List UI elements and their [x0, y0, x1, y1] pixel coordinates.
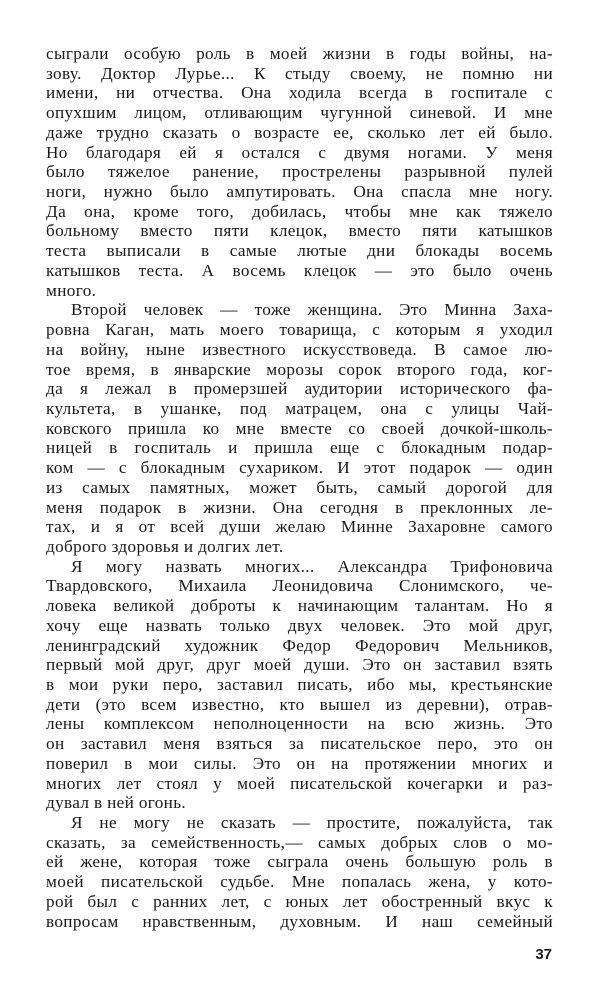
text-line: теста выписали в самые лютые дни блокады восемь	[46, 241, 553, 261]
text-line: ноги, нужно было ампутировать. Она спасла мне ногу.	[46, 182, 553, 202]
text-line: вопросам нравственным, духовным. И наш семейный	[46, 911, 553, 931]
text-line: больному вместо пяти клецок, вместо пяти катышков	[46, 221, 553, 241]
text-line: доброго здоровья и долгих лет.	[46, 536, 284, 556]
text-line: Но благодаря ей я остался с двумя ногами. У меня	[46, 142, 553, 162]
text-line: ленинградский художник Федор Федорович Мельников,	[46, 635, 553, 655]
text-line: ловека великой доброты к начинающим талантам. Но я	[46, 596, 553, 616]
text-line: рой был с ранних лет, с юных лет обостренный вкус к	[46, 891, 553, 911]
text-line: ницей в госпиталь и пришла еще с блокадным подар-	[46, 438, 553, 458]
text-line: да я лежал в промерзшей аудитории исторического фа-	[46, 379, 553, 399]
text-line: Второй человек — тоже женщина. Это Минна Заха-	[71, 300, 553, 320]
text-line: много.	[46, 280, 97, 300]
page-body-text	[46, 44, 553, 931]
text-line: тах, и я от всей души желаю Минне Захаровне самого	[46, 517, 553, 537]
text-line: меня подарок в жизни. Она сегодня в преклонных ле-	[46, 497, 553, 517]
text-line: тое время, в январские морозы сорок второго года, ког-	[46, 359, 553, 379]
text-line: культета, в ушанке, под матрацем, она с улицы Чай-	[46, 398, 553, 418]
text-line: первый мой друг, друг моей души. Это он заставил взять	[46, 655, 553, 675]
paragraph	[46, 44, 553, 300]
text-line: в мои руки перо, заставил писать, ибо мы, крестьянские	[46, 675, 553, 694]
paragraph	[46, 813, 553, 931]
text-line: Я не могу не сказать — простите, пожалуйста, так	[71, 813, 553, 833]
text-line: ей жене, которая тоже сыграла очень большую роль в	[46, 852, 553, 872]
text-line: даже трудно сказать о возрасте ее, сколько лет ей было.	[46, 122, 553, 142]
text-line: опухшим лицом, отливающим чугунной синевой. И мне	[46, 103, 553, 123]
text-line: из самых памятных, может быть, самый дорогой для	[46, 477, 553, 497]
paragraph	[46, 557, 553, 813]
text-line: моей писательской судьбе. Мне попалась жена, у кото-	[46, 872, 553, 892]
text-line: имени, ни отчества. Она ходила всегда в госпитале с	[46, 83, 553, 103]
text-line: хочу еще назвать только двух человек. Это мой друг,	[46, 615, 553, 635]
text-line: Да она, кроме того, добилась, чтобы мне как тяжело	[46, 201, 553, 221]
text-line: он заставил меня взяться за писательское перо, это он	[46, 734, 553, 754]
text-line: дувал в ней огонь.	[46, 793, 187, 813]
text-line: сыграли особую роль в моей жизни в годы войны, на-	[46, 44, 553, 63]
paragraph	[46, 300, 553, 556]
text-line: многих лет стоял у моей писательской кочегарки и раз-	[46, 773, 553, 793]
page-number: 37	[535, 946, 552, 963]
text-line: дети (это всем известно, кто вышел из деревни), отрав-	[46, 694, 553, 714]
text-line: катышков теста. А восемь клецок — это было очень	[46, 260, 553, 280]
text-line: сказать, за семейственность,— самых добрых слов о мо-	[46, 832, 553, 852]
text-line: лены комплексом неполноценности на всю жизнь. Это	[46, 714, 553, 734]
text-line: Я могу назвать многих... Александра Трифоновича	[71, 556, 553, 576]
text-line: поверил в мои силы. Это он на протяжении многих и	[46, 753, 553, 773]
text-line: было тяжелое ранение, прострелены разрывной пулей	[46, 162, 553, 182]
text-line: Твардовского, Михаила Леонидовича Слонимского, че-	[46, 576, 553, 596]
text-line: на войну, ныне известного искусствоведа. В самое лю-	[46, 339, 553, 359]
text-line: ком — с блокадным сухариком. И этот подарок — один	[46, 458, 553, 478]
text-line: ровна Каган, мать моего товарища, с которым я уходил	[46, 320, 553, 340]
text-line: зову. Доктор Лурье... К стыду своему, не помню ни	[46, 63, 553, 83]
text-line: ковского пришла ко мне вместе со своей дочкой-школь-	[46, 418, 553, 438]
